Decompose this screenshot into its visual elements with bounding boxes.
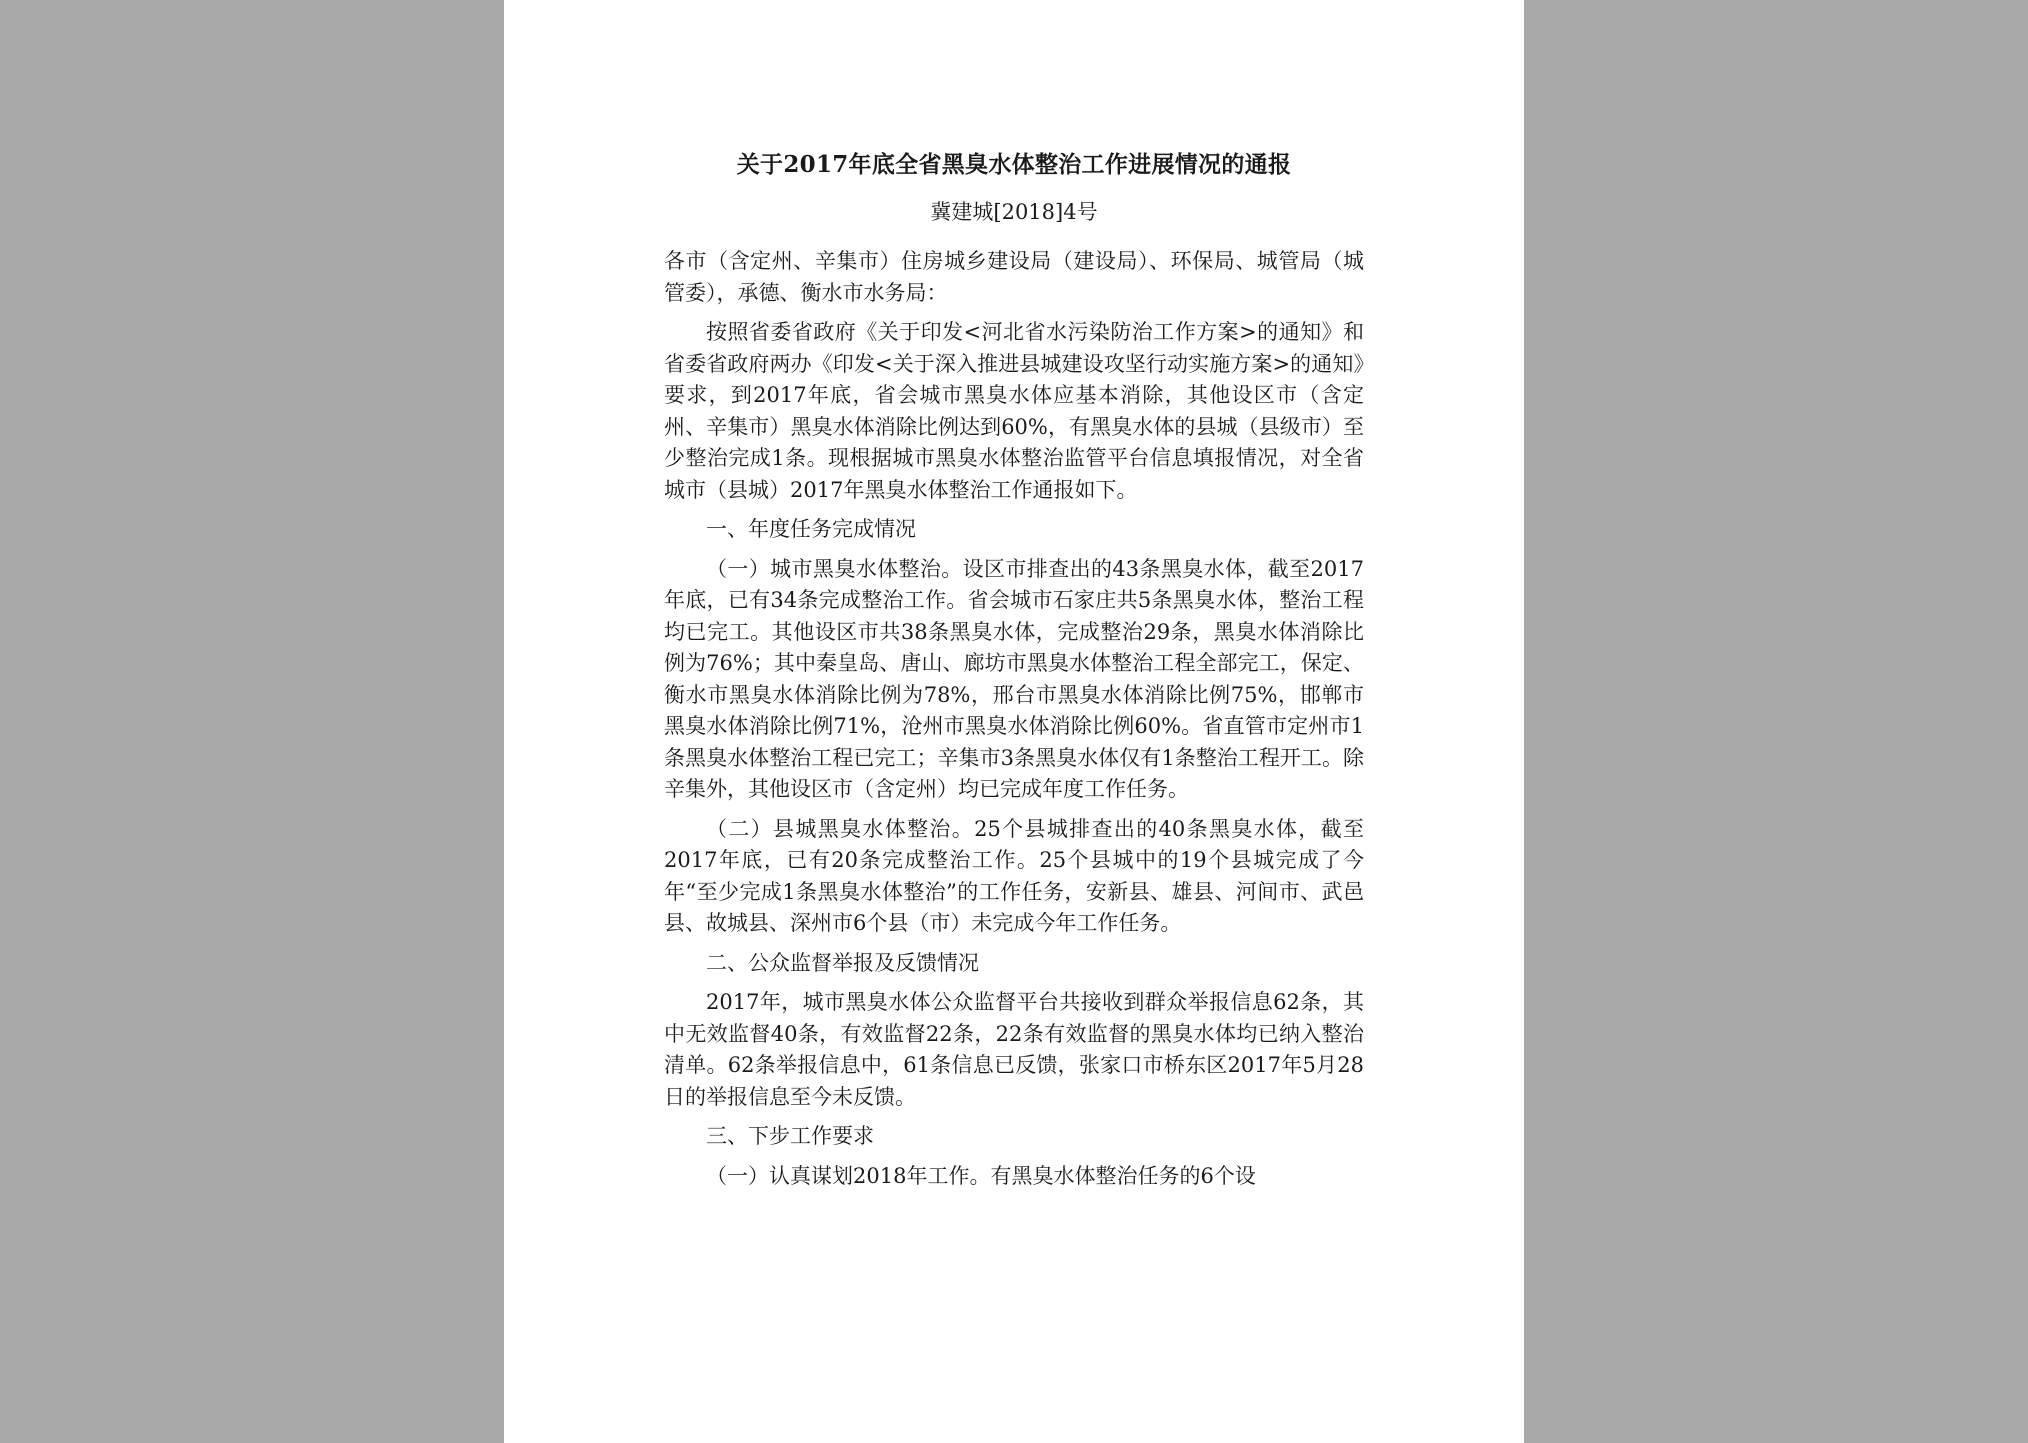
document-number: 冀建城[2018]4号 xyxy=(930,200,1098,224)
section-heading-2: 二、公众监督举报及反馈情况 xyxy=(706,950,979,975)
document-title: 关于2017年底全省黑臭水体整治工作进展情况的通报 xyxy=(736,151,1292,178)
section3-paragraph-1: （一）认真谋划2018年工作。有黑臭水体整治任务的6个设 xyxy=(706,1163,1256,1188)
section1-paragraph-2: （二）县城黑臭水体整治。25个县城排查出的40条黑臭水体，截至2017年底，已有20条完成整治工作。25个县城中的19个县城完成了今年“至少完成1条黑臭水体整治”的工作任务，安新县、雄县、河间市、武邑县、故城县、深州市6个县（市）未完成今年工作任务。 xyxy=(664,816,1364,935)
document-content xyxy=(664,148,1364,1200)
section2-paragraph-1: 2017年，城市黑臭水体公众监督平台共接收到群众举报信息62条，其中无效监督40条，有效监督22条，22条有效监督的黑臭水体均已纳入整治清单。62条举报信息中，61条信息已反馈，张家口市桥东区2017年5月28日的举报信息至今未反馈。 xyxy=(664,990,1364,1109)
section-heading-3: 三、下步工作要求 xyxy=(706,1124,874,1148)
document-page xyxy=(504,0,1524,1443)
addressee-paragraph: 各市（含定州、辛集市）住房城乡建设局（建设局）、环保局、城管局（城管委），承德、衡水市水务局： xyxy=(664,249,1364,305)
section-heading-1: 一、年度任务完成情况 xyxy=(706,517,916,541)
section1-paragraph-1: （一）城市黑臭水体整治。设区市排查出的43条黑臭水体，截至2017年底，已有34条完成整治工作。省会城市石家庄共5条黑臭水体，整治工程均已完工。其他设区市共38条黑臭水体，完成整治29条，黑臭水体消除比例为76%；其中秦皇岛、唐山、廊坊市黑臭水体整治工程全部完工，保定、衡水市黑臭水体消除比例为78%，邢台市黑臭水体消除比例75%，邯郸市黑臭水体消除比例71%，沧州市黑臭水体消除比例60%。省直管市定州市1条黑臭水体整治工程已完工；辛集市3条黑臭水体仅有1条整治工程开工。除辛集外，其他设区市（含定州）均已完成年度工作任务。 xyxy=(664,556,1364,801)
intro-paragraph: 按照省委省政府《关于印发<河北省水污染防治工作方案>的通知》和省委省政府两办《印发<关于深入推进县城建设攻坚行动实施方案>的通知》要求，到2017年底，省会城市黑臭水体应基本消除，其他设区市（含定州、辛集市）黑臭水体消除比例达到60%，有黑臭水体的县城（县级市）至少整治完成1条。现根据城市黑臭水体整治监管平台信息填报情况，对全省城市（县城）2017年黑臭水体整治工作通报如下。 xyxy=(664,320,1364,502)
